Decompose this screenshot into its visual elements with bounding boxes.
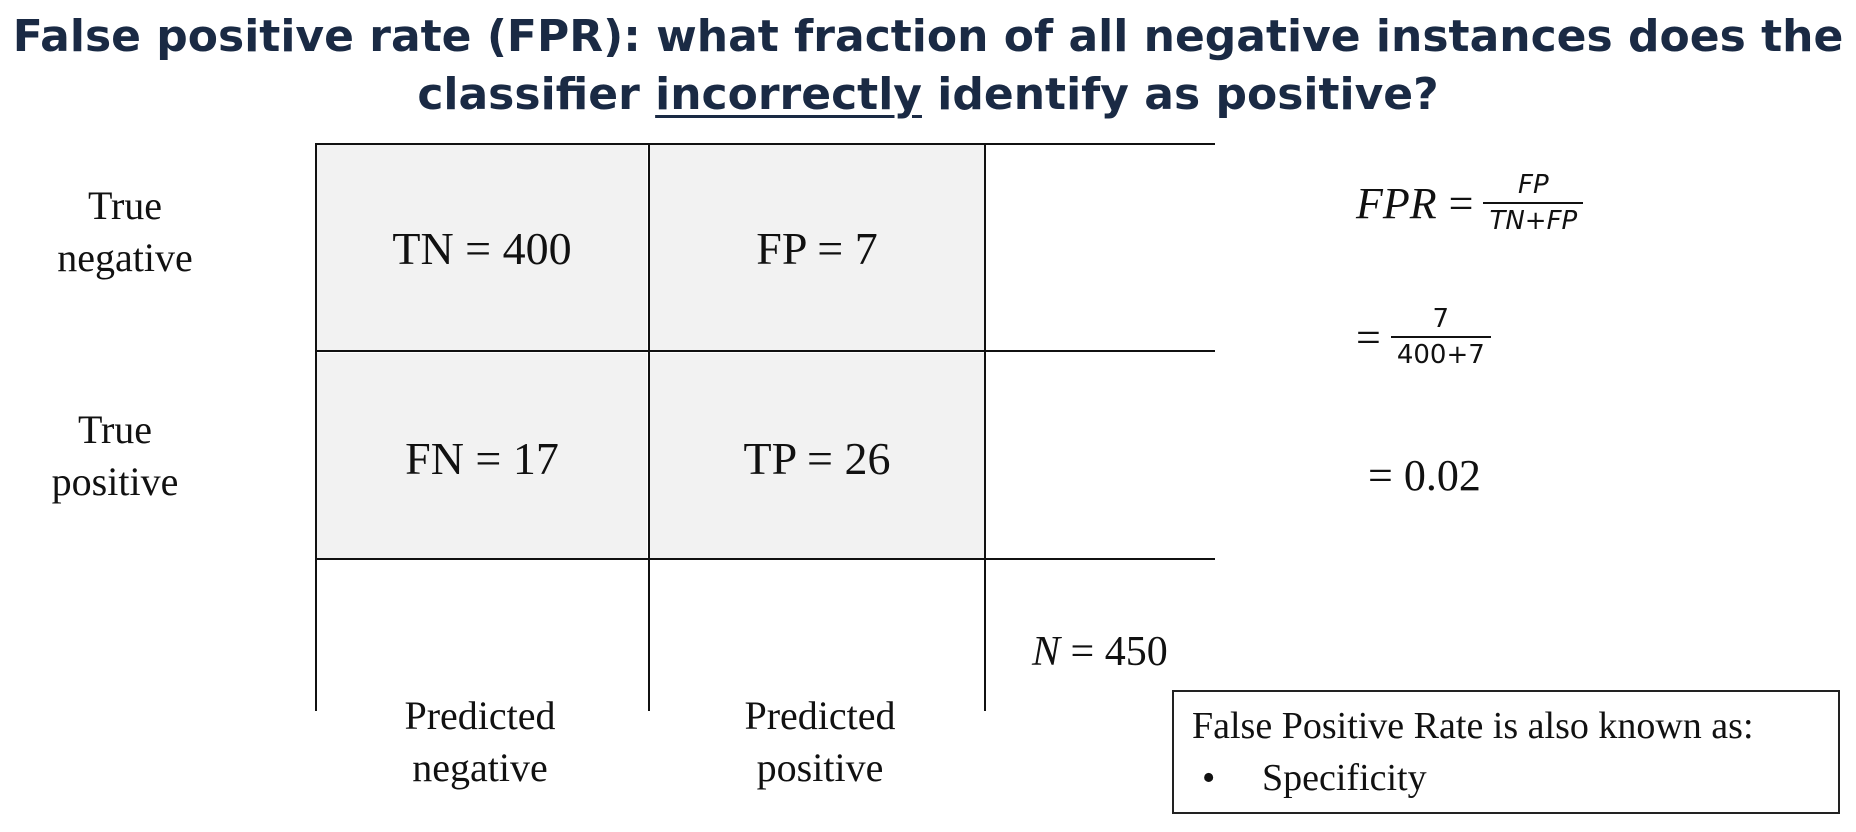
total-symbol: N [1032,629,1061,675]
row-label-true-negative-line1: True [87,183,163,228]
col-label-predicted-negative [330,690,630,794]
col-label-predicted-positive-line1: Predicted [744,693,896,738]
formula-result-value: = 0.02 [1368,451,1481,500]
info-box-item-specificity: Specificity [1262,757,1427,799]
formula-fraction-symbolic [1483,168,1583,238]
title-line-2 [0,66,1856,124]
cell-fn: FN = 17 [405,433,559,484]
row-label-true-positive [10,404,220,508]
col-label-predicted-negative-line1: Predicted [404,693,556,738]
col-label-predicted-positive [670,690,970,794]
formula-lhs: FPR [1356,178,1437,228]
formula-fraction-numeric [1391,302,1491,372]
row-label-true-positive-line1: True [77,407,153,452]
formula-numerator-symbolic: FP [1518,170,1549,200]
formula-definition [1356,168,1583,238]
row-label-true-negative-line2: negative [57,235,193,280]
grid-line-top [315,143,1215,145]
formula-equals: = [1448,178,1474,228]
formula-substitution-equals: = [1356,312,1381,362]
formula-denominator-symbolic: TN+FP [1489,206,1578,236]
cell-tn: TN = 400 [392,223,572,274]
total-count [1032,628,1168,676]
formula-numerator-numeric: 7 [1432,304,1450,334]
title-line-1: False positive rate (FPR): what fraction of all negative instances does the [12,11,1844,62]
info-box-list-item [1192,752,1820,804]
title-line-2-before: classifier [417,69,656,120]
col-label-predicted-negative-line2: negative [412,745,548,790]
title-underlined-word: incorrectly [655,69,922,120]
row-label-true-positive-line2: positive [51,459,179,504]
slide-title [0,8,1856,124]
grid-line-low [315,558,1215,560]
grid-line-mid [315,350,1215,352]
cell-tp: TP = 26 [743,433,891,484]
info-box [1172,690,1840,814]
row-label-true-negative [20,180,230,284]
formula-substitution [1356,302,1491,372]
col-label-predicted-positive-line2: positive [756,745,884,790]
bullet-icon: • [1202,757,1216,799]
total-value: = 450 [1070,629,1168,675]
formula-denominator-numeric: 400+7 [1396,340,1485,370]
info-box-heading: False Positive Rate is also known as: [1192,705,1754,747]
title-line-2-after: identify as positive? [921,69,1439,120]
formula-result [1368,450,1481,501]
grid-line-right [984,143,986,711]
cell-fp: FP = 7 [756,223,878,274]
